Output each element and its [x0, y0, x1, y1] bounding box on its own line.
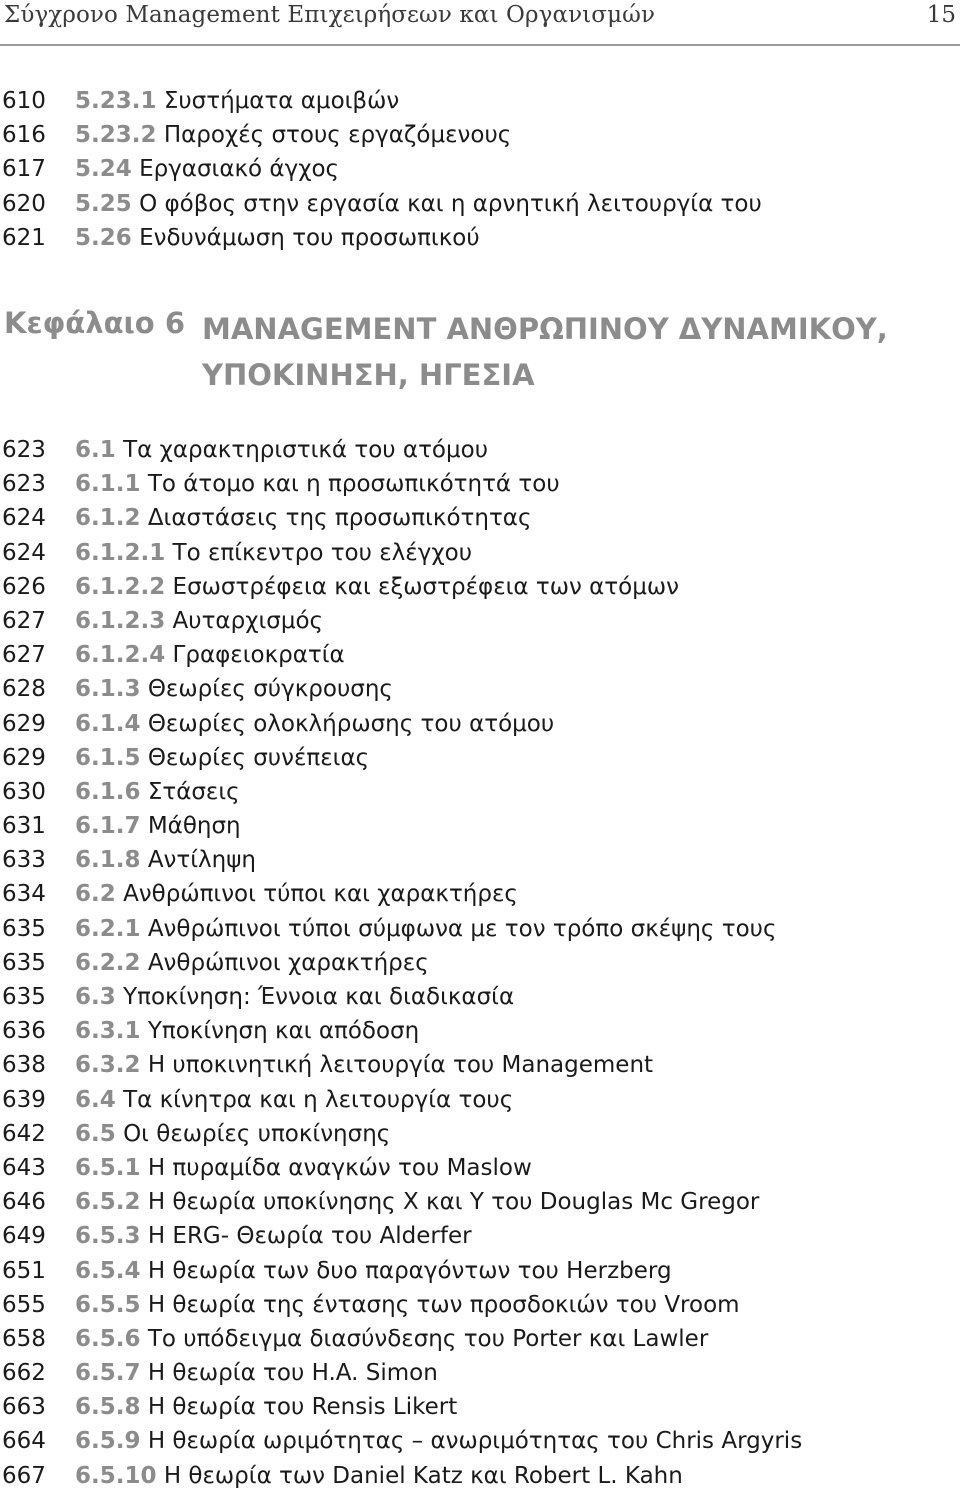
toc-entry-text — [75, 1322, 708, 1356]
toc-entry — [0, 1459, 960, 1493]
toc-section-title: Θεωρίες σύγκρουσης — [147, 676, 393, 703]
toc-section-title: Η πυραμίδα αναγκών του Maslow — [147, 1154, 532, 1181]
toc-section-number: 6.1.2 — [75, 505, 141, 532]
chapter-title-line-2: ΥΠΟΚΙΝΗΣΗ, ΗΓΕΣΙΑ — [202, 358, 535, 392]
toc-page-number: 651 — [2, 1257, 46, 1284]
toc-section-number: 5.23.1 — [75, 88, 157, 114]
toc-section-title: Το επίκεντρο του ελέγχου — [172, 539, 472, 566]
toc-section-number: 6.5.5 — [75, 1291, 141, 1318]
toc-entry-text — [75, 672, 393, 706]
toc-page-number: 633 — [2, 847, 46, 874]
toc-section-number: 6.5.8 — [75, 1394, 141, 1421]
toc-section-number: 6.2.2 — [75, 949, 141, 976]
toc-page-number: 620 — [2, 190, 46, 217]
toc-section-title: Η θεωρία της έντασης των προσδοκιών του Vroom — [147, 1291, 740, 1318]
toc-entry-text — [75, 946, 429, 980]
toc-section-title: Η υποκινητική λειτουργία του Management — [147, 1052, 654, 1079]
toc-page-number: 627 — [2, 607, 46, 634]
toc-entry — [0, 1390, 960, 1424]
toc-section-number: 6.5.10 — [75, 1462, 157, 1489]
toc-entry-text — [75, 433, 488, 467]
toc-section-title: Η θεωρία του H.A. Simon — [147, 1360, 438, 1387]
toc-entry — [0, 707, 960, 741]
toc-entry-text — [75, 775, 240, 809]
toc-entry — [0, 672, 960, 706]
toc-section-number: 6.5.7 — [75, 1360, 141, 1387]
toc-entry — [0, 1219, 960, 1253]
toc-entry-text — [75, 467, 560, 501]
toc-list-chapter-5 — [0, 84, 960, 255]
toc-entry — [0, 501, 960, 535]
toc-entry — [0, 221, 960, 255]
toc-entry-text — [75, 187, 762, 221]
toc-section-number: 6.5.2 — [75, 1189, 141, 1216]
toc-page-number: 629 — [2, 710, 46, 737]
toc-section-title: Η θεωρία των δυο παραγόντων του Herzberg — [147, 1257, 672, 1284]
toc-section-number: 5.23.2 — [75, 122, 157, 149]
toc-section-title: Θεωρίες ολοκλήρωσης του ατόμου — [147, 710, 555, 737]
toc-section-number: 6.1.6 — [75, 778, 141, 805]
toc-entry-text — [75, 1356, 438, 1390]
toc-page-number: 610 — [2, 88, 46, 114]
toc-section-title: Υποκίνηση και απόδοση — [147, 1018, 420, 1045]
toc-entry-text — [75, 536, 472, 570]
chapter-heading — [0, 300, 960, 400]
toc-entry-text — [75, 118, 511, 152]
toc-page-number: 655 — [2, 1291, 46, 1318]
toc-section-title: Ανθρώπινοι χαρακτήρες — [147, 949, 429, 976]
toc-entry-text — [75, 152, 339, 186]
toc-entry — [0, 877, 960, 911]
chapter-title — [202, 306, 942, 398]
toc-page-number: 617 — [2, 156, 46, 183]
toc-section-title: Ανθρώπινοι τύποι και χαρακτήρες — [123, 881, 518, 908]
toc-page-number: 628 — [2, 676, 46, 703]
toc-section-number: 6.1.2.2 — [75, 573, 166, 600]
toc-page-number: 635 — [2, 949, 46, 976]
toc-section-number: 6.2 — [75, 881, 116, 908]
toc-page-number: 649 — [2, 1223, 46, 1250]
toc-section-number: 6.1.2.1 — [75, 539, 166, 566]
toc-section-title: Αυταρχισμός — [172, 607, 324, 634]
toc-section-number: 6.1.3 — [75, 676, 141, 703]
toc-entry — [0, 843, 960, 877]
toc-entry-text — [75, 1288, 740, 1322]
toc-page-number: 635 — [2, 915, 46, 942]
toc-page-number: 635 — [2, 984, 46, 1010]
toc-section-number: 6.5.9 — [75, 1428, 141, 1455]
toc-section-title: Η θεωρία ωριμότητας – ανωριμότητας του Chris Argyris — [147, 1428, 803, 1455]
toc-entry-text — [75, 570, 679, 604]
toc-entry-text — [75, 912, 776, 946]
toc-section-number: 6.4 — [75, 1086, 116, 1113]
toc-section-title: Διαστάσεις της προσωπικότητας — [147, 505, 532, 532]
toc-entry-text — [75, 221, 480, 255]
toc-section-title: Το υπόδειγμα διασύνδεσης του Porter και Lawler — [147, 1325, 709, 1352]
toc-section-number: 6.1.5 — [75, 744, 141, 771]
toc-section-title: Ενδυνάμωση του προσωπικού — [139, 224, 480, 251]
toc-section-title: Ο φόβος στην εργασία και η αρνητική λειτουργία του — [139, 190, 762, 217]
toc-page-number: 623 — [2, 471, 46, 498]
toc-entry — [0, 1288, 960, 1322]
toc-entry — [0, 1356, 960, 1390]
toc-page-number: 634 — [2, 881, 46, 908]
toc-section-title: Τα κίνητρα και η λειτουργία τους — [123, 1086, 514, 1113]
toc-entry — [0, 467, 960, 501]
toc-section-number: 6.1.8 — [75, 847, 141, 874]
toc-section-number: 6.1.4 — [75, 710, 141, 737]
toc-section-title: Εσωστρέφεια και εξωστρέφεια των ατόμων — [172, 573, 679, 600]
toc-entry — [0, 118, 960, 152]
toc-entry-text — [75, 843, 256, 877]
toc-entry — [0, 741, 960, 775]
toc-section-title: Υποκίνηση: Έννοια και διαδικασία — [123, 984, 515, 1010]
toc-page-number: 629 — [2, 744, 46, 771]
toc-entry-text — [75, 1083, 513, 1117]
toc-section-title: Η θεωρία υποκίνησης Χ και Υ του Douglas Mc Gregor — [147, 1189, 760, 1216]
toc-entry-text — [75, 501, 531, 535]
toc-entry-text — [75, 741, 369, 775]
toc-section-title: Στάσεις — [147, 778, 240, 805]
toc-entry-text — [75, 1254, 672, 1288]
toc-entry-text — [75, 1185, 759, 1219]
toc-entry — [0, 980, 960, 1014]
toc-section-number: 6.1.1 — [75, 471, 141, 498]
toc-entry-text — [75, 707, 554, 741]
toc-section-number: 6.5.4 — [75, 1257, 141, 1284]
toc-entry — [0, 775, 960, 809]
toc-page-number: 642 — [2, 1120, 46, 1147]
toc-entry-text — [75, 1424, 802, 1458]
toc-entry-text — [75, 980, 514, 1014]
toc-entry — [0, 1424, 960, 1458]
toc-section-number: 6.5.6 — [75, 1325, 141, 1352]
toc-entry — [0, 638, 960, 672]
header-divider — [0, 44, 960, 46]
toc-page-number: 627 — [2, 642, 46, 669]
toc-section-title: Ανθρώπινοι τύποι σύμφωνα με τον τρόπο σκέψης τους — [147, 915, 777, 942]
toc-section-title: Οι θεωρίες υποκίνησης — [123, 1120, 391, 1147]
toc-page-number: 636 — [2, 1018, 46, 1045]
toc-entry — [0, 433, 960, 467]
toc-entry-text — [75, 1459, 683, 1493]
toc-section-title: Παροχές στους εργαζόμενους — [163, 122, 512, 149]
toc-page-number: 626 — [2, 573, 46, 600]
toc-entry — [0, 536, 960, 570]
toc-entry-text — [75, 1048, 653, 1082]
toc-entry-text — [75, 1390, 457, 1424]
toc-entry-text — [75, 1219, 472, 1253]
toc-section-title: Η ERG- Θεωρία του Alderfer — [147, 1223, 472, 1250]
toc-entry — [0, 1048, 960, 1082]
toc-entry — [0, 912, 960, 946]
toc-entry-text — [75, 1117, 390, 1151]
toc-entry — [0, 1014, 960, 1048]
toc-section-number: 6.5.1 — [75, 1154, 141, 1181]
toc-section-title: Αντίληψη — [147, 847, 256, 874]
toc-entry — [0, 1083, 960, 1117]
toc-page-number: 663 — [2, 1394, 46, 1421]
toc-section-title: Τα χαρακτηριστικά του ατόμου — [123, 437, 489, 463]
toc-entry — [0, 604, 960, 638]
toc-section-number: 6.1 — [75, 437, 116, 463]
toc-section-number: 5.24 — [75, 156, 132, 183]
toc-section-number: 6.3.2 — [75, 1052, 141, 1079]
toc-page-number: 667 — [2, 1462, 46, 1489]
toc-section-title: Εργασιακό άγχος — [139, 156, 340, 183]
toc-section-number: 5.26 — [75, 224, 132, 251]
toc-entry-text — [75, 604, 323, 638]
toc-section-number: 6.3 — [75, 984, 116, 1010]
toc-entry-text — [75, 877, 518, 911]
toc-page-number: 621 — [2, 224, 46, 251]
toc-page-number: 638 — [2, 1052, 46, 1079]
running-title: Σύγχρονο Management Επιχειρήσεων και Οργανισμών — [4, 2, 656, 28]
toc-page-number: 639 — [2, 1086, 46, 1113]
toc-entry — [0, 1185, 960, 1219]
toc-entry-text — [75, 1151, 532, 1185]
toc-section-number: 5.25 — [75, 190, 132, 217]
toc-section-title: Η θεωρία των Daniel Katz και Robert L. Kahn — [163, 1462, 683, 1489]
toc-entry — [0, 1322, 960, 1356]
toc-entry — [0, 809, 960, 843]
toc-entry — [0, 570, 960, 604]
toc-entry-text — [75, 84, 399, 118]
toc-page-number: 631 — [2, 813, 46, 840]
toc-entry — [0, 152, 960, 186]
page-number: 15 — [926, 2, 956, 28]
chapter-label: Κεφάλαιο 6 — [4, 306, 185, 340]
toc-entry-text — [75, 1014, 419, 1048]
toc-page-number: 662 — [2, 1360, 46, 1387]
toc-page-number: 658 — [2, 1325, 46, 1352]
toc-page-number: 630 — [2, 778, 46, 805]
toc-page-number: 623 — [2, 437, 46, 463]
toc-section-number: 6.1.2.3 — [75, 607, 166, 634]
toc-entry — [0, 1151, 960, 1185]
toc-page-number: 624 — [2, 505, 46, 532]
toc-section-number: 6.1.7 — [75, 813, 141, 840]
toc-section-title: Η θεωρία του Rensis Likert — [147, 1394, 458, 1421]
page-header — [0, 0, 960, 46]
toc-entry-text — [75, 809, 241, 843]
chapter-title-line-1: MANAGEMENT ΑΝΘΡΩΠΙΝΟΥ ΔΥΝΑΜΙΚΟΥ, — [202, 312, 888, 346]
toc-entry-text — [75, 638, 345, 672]
toc-section-title: Θεωρίες συνέπειας — [147, 744, 370, 771]
toc-section-number: 6.1.2.4 — [75, 642, 166, 669]
toc-entry — [0, 1254, 960, 1288]
toc-section-number: 6.5 — [75, 1120, 116, 1147]
toc-entry — [0, 946, 960, 980]
toc-page-number: 643 — [2, 1154, 46, 1181]
toc-page-number: 624 — [2, 539, 46, 566]
toc-section-number: 6.3.1 — [75, 1018, 141, 1045]
toc-page-number: 664 — [2, 1428, 46, 1455]
toc-section-title: Γραφειοκρατία — [172, 642, 345, 669]
toc-section-number: 6.2.1 — [75, 915, 141, 942]
toc-section-title: Μάθηση — [147, 813, 241, 840]
toc-section-title: Το άτομο και η προσωπικότητά του — [147, 471, 560, 498]
toc-entry — [0, 84, 960, 118]
toc-entry — [0, 187, 960, 221]
toc-page-number: 646 — [2, 1189, 46, 1216]
toc-entry — [0, 1117, 960, 1151]
toc-section-title: Συστήματα αμοιβών — [163, 88, 400, 114]
toc-list-chapter-6 — [0, 433, 960, 1493]
toc-page-number: 616 — [2, 122, 46, 149]
toc-section-number: 6.5.3 — [75, 1223, 141, 1250]
